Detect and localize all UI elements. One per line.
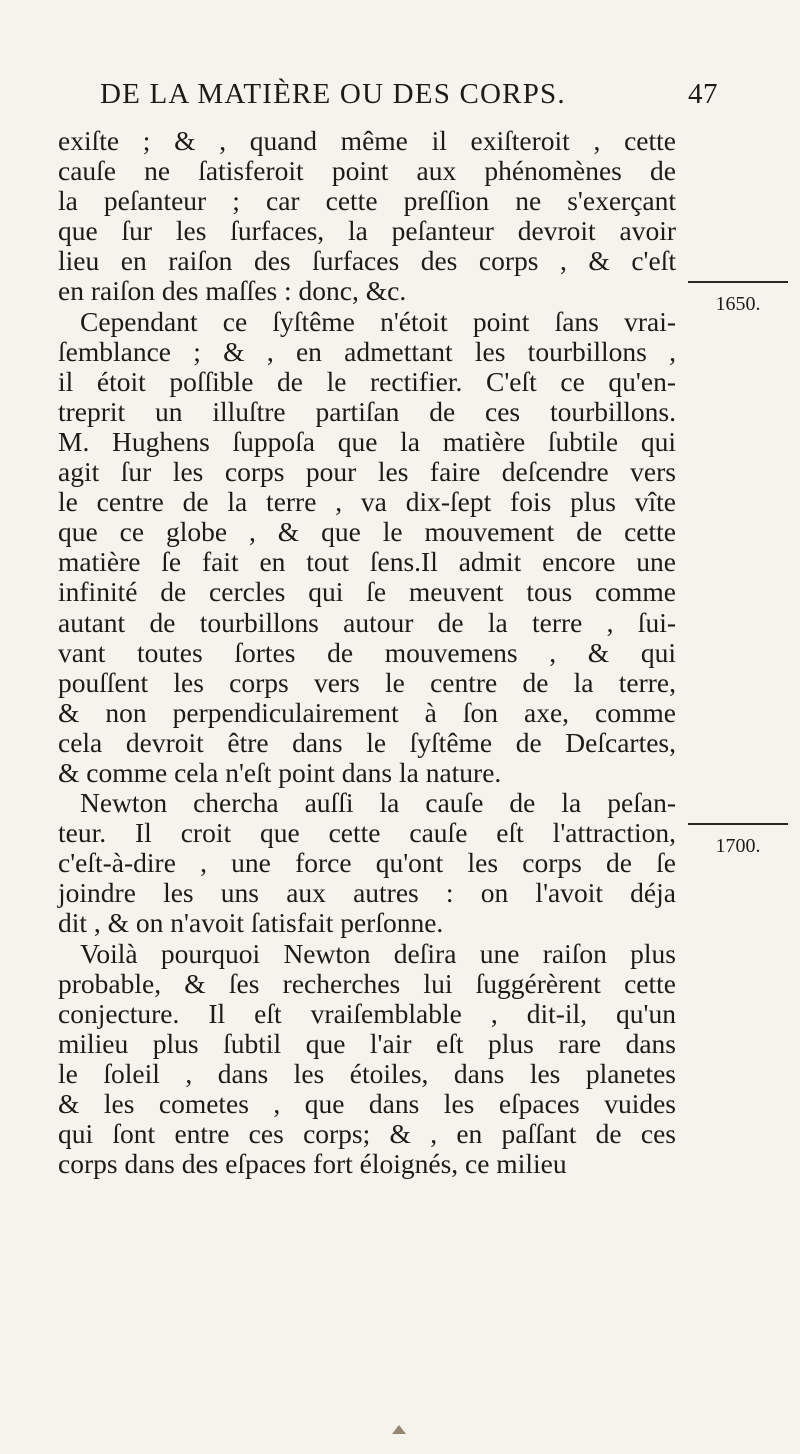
running-head-title: DE LA MATIÈRE OU DES CORPS. [100,78,566,110]
margin-date: 1700. [715,835,761,857]
text-line: il étoit poſſible de le rectifier. C'eſt ce qu'en- [58,365,676,397]
text-line: M. Hughens ſuppoſa que la matière ſubtile qui [58,425,676,457]
text-line: Voilà pourquoi Newton deſira une raiſon plus [80,937,676,969]
text-line: joindre les uns aux autres : on l'avoit déja [58,877,676,909]
text-line: autant de tourbillons autour de la terre , ſui- [58,606,676,638]
text-line: vant toutes ſortes de mouvemens , & qui [58,636,676,668]
text-line: agit ſur les corps pour les faire deſcendre vers [58,456,676,488]
ink-mark [392,1425,406,1434]
text-line: treprit un illuſtre partiſan de ces tourbillons. [58,395,676,427]
text-line: & les cometes , que dans les eſpaces vuides [58,1088,676,1119]
text-line: exiſte ; & , quand même il exiſteroit , cette [58,125,676,156]
margin-date-note [688,823,788,858]
text-line: lieu en raiſon des ſurfaces des corps , & c'eſt [58,245,676,277]
text-line: & comme cela n'eſt point dans la nature. [58,756,502,788]
margin-date-note [688,281,788,316]
text-line: Newton chercha auſſi la cauſe de la peſan- [80,787,676,819]
margin-date: 1650. [715,293,761,315]
text-line: cauſe ne ſatisferoit point aux phénomènes de [58,155,676,187]
running-head [90,78,730,114]
body-text [58,126,676,1179]
text-line: la peſanteur ; car cette preſſion ne s'exerçant [58,185,676,217]
text-line: cela devroit être dans le ſyſtême de Deſcartes, [58,726,676,758]
text-line: pouſſent les corps vers le centre de la terre, [58,666,676,698]
text-line: matière ſe fait en tout ſens.Il admit encore une [58,546,676,578]
text-line: c'eſt-à-dire , une force qu'ont les corps de ſe [58,847,676,879]
text-line: ſemblance ; & , en admettant les tourbillons , [58,335,676,367]
text-line: conjecture. Il eſt vraiſemblable , dit-il, qu'un [58,997,676,1029]
margin-rule [688,281,788,283]
text-line: que ce globe , & que le mouvement de cette [58,516,676,548]
text-line: infinité de cercles qui ſe meuvent tous comme [58,576,676,608]
margin-rule [688,823,788,825]
text-line: corps dans des eſpaces fort éloignés, ce milieu [58,1148,567,1180]
text-line: Cependant ce ſyſtême n'étoit point ſans vrai- [80,305,676,337]
text-line: le ſoleil , dans les étoiles, dans les planetes [58,1057,676,1089]
page-number: 47 [688,78,718,110]
text-line: & non perpendiculairement à ſon axe, comme [58,696,676,728]
text-line: que ſur les ſurfaces, la peſanteur devroit avoir [58,215,676,247]
text-line: milieu plus ſubtil que l'air eſt plus rare dans [58,1027,676,1059]
text-line: le centre de la terre , va dix-ſept fois plus vîte [58,486,676,518]
text-line: teur. Il croit que cette cauſe eſt l'attraction, [58,817,676,849]
text-line: qui ſont entre ces corps; & , en paſſant de ces [58,1118,676,1150]
text-line: en raiſon des maſſes : donc, &c. [58,275,407,307]
text-line: dit , & on n'avoit ſatisfait perſonne. [58,907,444,939]
text-line: probable, & ſes recherches lui ſuggérèrent cette [58,967,676,999]
